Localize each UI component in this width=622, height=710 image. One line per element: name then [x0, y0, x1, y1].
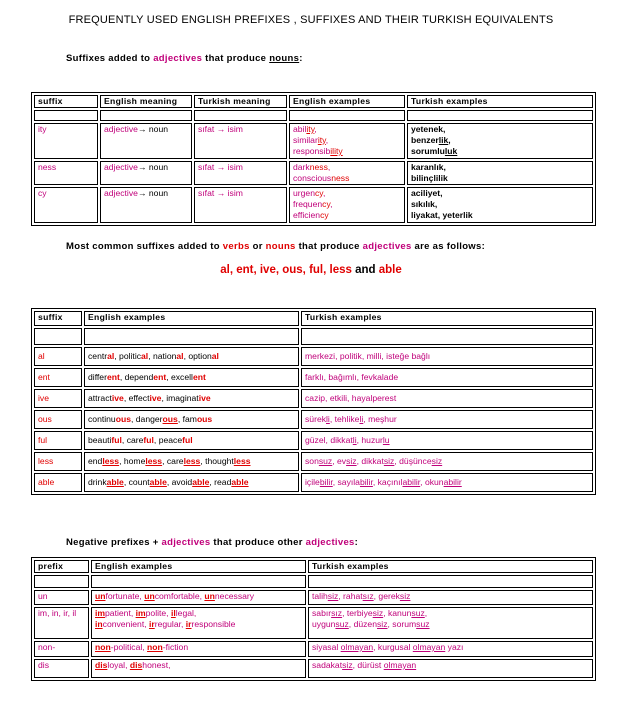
- turkish-meaning-cell: sıfat → isim: [194, 161, 287, 185]
- table-row: [34, 123, 593, 159]
- table-row: [34, 410, 593, 429]
- section2-intro: Most common suffixes added to verbs or nouns that produce adjectives are as follows:: [66, 241, 486, 252]
- prefix-cell: un: [34, 590, 89, 605]
- table-row: [34, 431, 593, 450]
- adjective-to-noun-table: [31, 92, 596, 226]
- english-examples-cell: impatient, impolite, illegal, inconvenient, irregular, irresponsible: [91, 607, 306, 639]
- turkish-examples-cell: merkezi, politik, milli, isteğe bağlı: [301, 347, 593, 366]
- turkish-examples-cell: sonsuz, evsiz, dikkatsiz, düşüncesiz: [301, 452, 593, 471]
- table-row: [34, 368, 593, 387]
- english-examples-cell: different, dependent, excellent: [84, 368, 299, 387]
- turkish-examples-cell: cazip, etkili, hayalperest: [301, 389, 593, 408]
- header-cell: Turkish examples: [301, 311, 593, 326]
- header-cell: Turkish examples: [308, 560, 593, 573]
- table-header-row: [34, 95, 593, 108]
- empty-row: [34, 110, 593, 121]
- table-header-row: [34, 560, 593, 573]
- suffix-to-adjective-table: [31, 308, 596, 495]
- header-cell: Turkish meaning: [194, 95, 287, 108]
- english-examples-cell: endless, homeless, careless, thoughtless: [84, 452, 299, 471]
- header-cell: English examples: [84, 311, 299, 326]
- turkish-examples-cell: sadakatsiz, dürüst olmayan: [308, 659, 593, 678]
- suffix-cell: able: [34, 473, 82, 492]
- table-row: [34, 659, 593, 678]
- english-examples-cell: darkness, consciousness: [289, 161, 405, 185]
- table-row: [34, 473, 593, 492]
- table-row: [34, 452, 593, 471]
- meaning-cell: adjective→ noun: [100, 123, 192, 159]
- turkish-examples-cell: sabırsız, terbiyesiz, kanunsuz, uygunsuz, düzensiz, sorumsuz: [308, 607, 593, 639]
- english-examples-cell: unfortunate, uncomfortable, unnecessary: [91, 590, 306, 605]
- empty-row: [34, 575, 593, 588]
- suffix-cell: less: [34, 452, 82, 471]
- suffix-cell: ful: [34, 431, 82, 450]
- english-examples-cell: urgency, frequency, efficiency: [289, 187, 405, 223]
- turkish-meaning-cell: sıfat → isim: [194, 123, 287, 159]
- suffix-cell: ive: [34, 389, 82, 408]
- english-examples-cell: beautiful, careful, peaceful: [84, 431, 299, 450]
- english-examples-cell: non-political, non-fiction: [91, 641, 306, 657]
- table-header-row: [34, 311, 593, 326]
- turkish-examples-cell: karanlık, bilinçlilik: [407, 161, 593, 185]
- section1-intro: Suffixes added to adjectives that produce nouns:: [66, 53, 303, 64]
- table-row: [34, 607, 593, 639]
- meaning-cell: adjective→ noun: [100, 187, 192, 223]
- header-cell: English meaning: [100, 95, 192, 108]
- suffix-cell: ity: [34, 123, 98, 159]
- turkish-examples-cell: aciliyet, sıkılık, liyakat, yeterlik: [407, 187, 593, 223]
- header-cell: prefix: [34, 560, 89, 573]
- table-row: [34, 347, 593, 366]
- turkish-examples-cell: yetenek, benzerlik, sorumluluk: [407, 123, 593, 159]
- table-row: [34, 590, 593, 605]
- suffix-cell: al: [34, 347, 82, 366]
- suffix-cell: ent: [34, 368, 82, 387]
- header-cell: Turkish examples: [407, 95, 593, 108]
- turkish-examples-cell: içilebilir, sayılabilir, kaçınılabilir, okunabilir: [301, 473, 593, 492]
- section3-intro: Negative prefixes + adjectives that produce other adjectives:: [66, 537, 359, 548]
- suffix-cell: ness: [34, 161, 98, 185]
- turkish-examples-cell: sürekli, tehlikeli, meşhur: [301, 410, 593, 429]
- table-row: [34, 389, 593, 408]
- english-examples-cell: continuous, dangerous, famous: [84, 410, 299, 429]
- prefix-cell: im, in, ir, il: [34, 607, 89, 639]
- turkish-examples-cell: talihsiz, rahatsız, gereksiz: [308, 590, 593, 605]
- english-examples-cell: central, political, national, optional: [84, 347, 299, 366]
- suffix-list: al, ent, ive, ous, ful, less and able: [220, 264, 402, 276]
- empty-row: [34, 328, 593, 345]
- turkish-meaning-cell: sıfat → isim: [194, 187, 287, 223]
- turkish-examples-cell: güzel, dikkatli, huzurlu: [301, 431, 593, 450]
- header-cell: English examples: [91, 560, 306, 573]
- page-title: FREQUENTLY USED ENGLISH PREFIXES , SUFFIXES AND THEIR TURKISH EQUIVALENTS: [68, 14, 554, 26]
- negative-prefix-table: [31, 557, 596, 681]
- prefix-cell: dis: [34, 659, 89, 678]
- turkish-examples-cell: farklı, bağımlı, fevkalade: [301, 368, 593, 387]
- english-examples-cell: ability, similarity, responsibility: [289, 123, 405, 159]
- english-examples-cell: attractive, effective, imaginative: [84, 389, 299, 408]
- table-row: [34, 161, 593, 185]
- prefix-cell: non-: [34, 641, 89, 657]
- suffix-cell: ous: [34, 410, 82, 429]
- header-cell: suffix: [34, 311, 82, 326]
- table-row: [34, 641, 593, 657]
- turkish-examples-cell: siyasal olmayan, kurgusal olmayan yazı: [308, 641, 593, 657]
- header-cell: English examples: [289, 95, 405, 108]
- table-row: [34, 187, 593, 223]
- english-examples-cell: disloyal, dishonest,: [91, 659, 306, 678]
- english-examples-cell: drinkable, countable, avoidable, readable: [84, 473, 299, 492]
- meaning-cell: adjective→ noun: [100, 161, 192, 185]
- suffix-cell: cy: [34, 187, 98, 223]
- header-cell: suffix: [34, 95, 98, 108]
